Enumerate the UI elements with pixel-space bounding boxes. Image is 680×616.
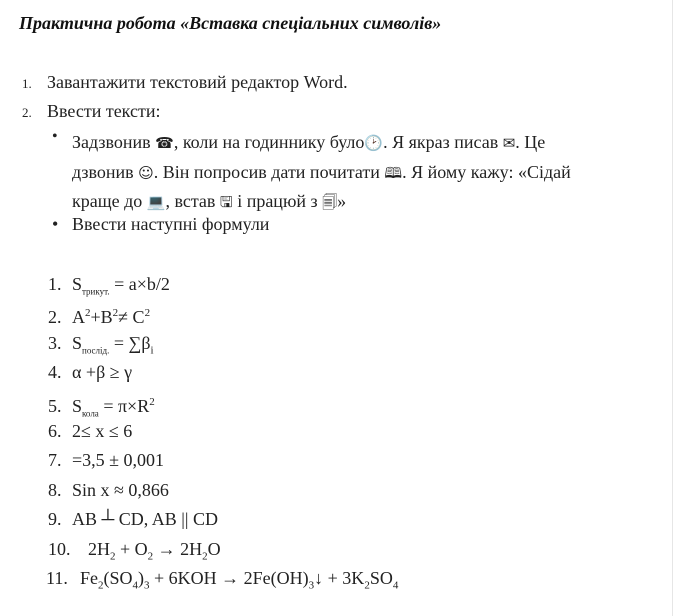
formula-number: 1. [48,274,62,294]
formula-text: 2H [88,538,110,559]
formula-text: AB ┴ CD, AB || CD [72,509,218,530]
formula-row [48,270,398,299]
formula-subscript: 2 [202,550,208,563]
clock-icon: 🕑 [364,134,384,152]
formula-number: 6. [48,420,62,441]
formula-number: 5. [48,395,62,416]
formula-row [48,535,398,564]
step-2 [22,101,160,122]
text-run: Задзвонив [72,132,156,152]
text-run: і працюй з [232,191,323,211]
formula-row [48,446,398,475]
formula-superscript: 2 [112,307,119,320]
formula-text: +B [90,307,113,328]
formula-text: = π×R [98,395,150,416]
formula-text: = a×b/2 [109,274,170,294]
smiley-icon: ☺ [138,163,154,182]
telephone-icon: ☎ [155,134,174,152]
formula-text: Fe [80,567,98,588]
formula-number: 8. [48,479,62,500]
formula-subscript: 2 [98,579,104,592]
text-run: , коли на годиннику було [173,132,365,152]
text-run: . Він попросив дати почитати [153,161,385,182]
formula-row [48,299,398,328]
text-run: » [337,191,347,211]
book-icon: 🕮 [384,163,403,182]
formula-number: 11. [46,567,68,588]
text-run: дзвонив [72,161,139,182]
formula-text: A [72,307,85,328]
story-line-1 [72,132,545,152]
formula-text: + 6KOH → 2Fe(OH) [149,567,309,588]
formula-number: 2. [48,307,62,328]
formula-subscript: трикут. [82,286,110,297]
story-line-2 [72,158,680,188]
formula-text: α +β ≥ γ [72,362,133,383]
formula-text: 2≤ x ≤ 6 [72,420,133,441]
formula-subscript: 4 [392,579,399,592]
formula-row [48,388,398,417]
formula-text: ≠ C [118,307,145,328]
formula-row [48,417,398,446]
formula-superscript: 2 [149,395,155,408]
formula-subscript: 3 [144,579,150,592]
bullet-list [46,128,680,217]
story-line-3 [72,187,680,217]
formula-text: Sin x ≈ 0,866 [72,479,169,500]
story-paragraph [72,128,680,217]
text-run: краще до [72,191,147,211]
formula-text: O [207,538,221,559]
formula-text: ↓ + 3K [314,567,365,588]
formula-superscript: 2 [85,307,91,320]
files-icon: 🗐 [322,193,338,211]
formula-row [48,358,398,387]
formula-text: (SO [103,567,133,588]
formula-subscript: 2 [110,550,116,563]
bullet-dot-icon: • [52,128,58,145]
formula-row [46,564,398,593]
page-title: Практична робота «Вставка спеціальних символів» [19,13,442,33]
step-number: 2. [22,105,32,120]
bullet-item-text [46,128,680,217]
floppy-disk-icon: 🖫 [219,193,233,211]
formula-subscript: кола [82,408,99,419]
bullet-item-formulas [46,214,269,235]
formula-number: 9. [48,509,62,530]
text-run: . Це [515,132,546,152]
text-run: , встав [165,191,220,211]
page-edge-line [672,0,673,616]
bullet-dot-icon: • [52,214,59,234]
formula-number: 7. [48,450,62,471]
formula-subscript: 2 [147,550,154,563]
formula-number: 10. [48,538,71,559]
step-1 [22,72,348,93]
formula-row [48,505,398,534]
text-run: . Я йому кажу: «Сідай [402,161,571,182]
computer-icon: 💻 [146,193,166,211]
formula-subscript: 4 [132,579,139,592]
formula-text: S [72,274,83,294]
formula-number: 3. [48,332,62,353]
formula-subscript: 2 [364,579,370,592]
step-number: 1. [22,76,32,91]
formula-text: SO [369,567,393,588]
formula-text: ) [138,567,145,588]
formula-row [48,476,398,505]
formula-text: S [72,395,83,416]
formula-text: = ∑β [109,332,151,353]
step-text: Ввести тексти: [47,101,161,121]
formula-row [48,329,398,358]
formula-subscript: i [150,344,154,357]
formula-number: 4. [48,362,62,383]
formula-list [48,270,398,593]
formula-text: → 2H [153,538,203,559]
formula-subscript: 3 [308,579,315,592]
formula-text: =3,5 ± 0,001 [72,450,165,471]
text-run: . Я якраз писав [383,132,503,152]
formula-superscript: 2 [144,307,151,320]
envelope-icon: ✉ [502,134,516,152]
step-text: Завантажити текстовий редактор Word. [47,72,348,92]
formula-text: S [72,332,83,353]
formula-text: + O [115,538,148,559]
bullet-text: Ввести наступні формули [72,214,270,234]
formula-subscript: послід. [82,345,110,356]
